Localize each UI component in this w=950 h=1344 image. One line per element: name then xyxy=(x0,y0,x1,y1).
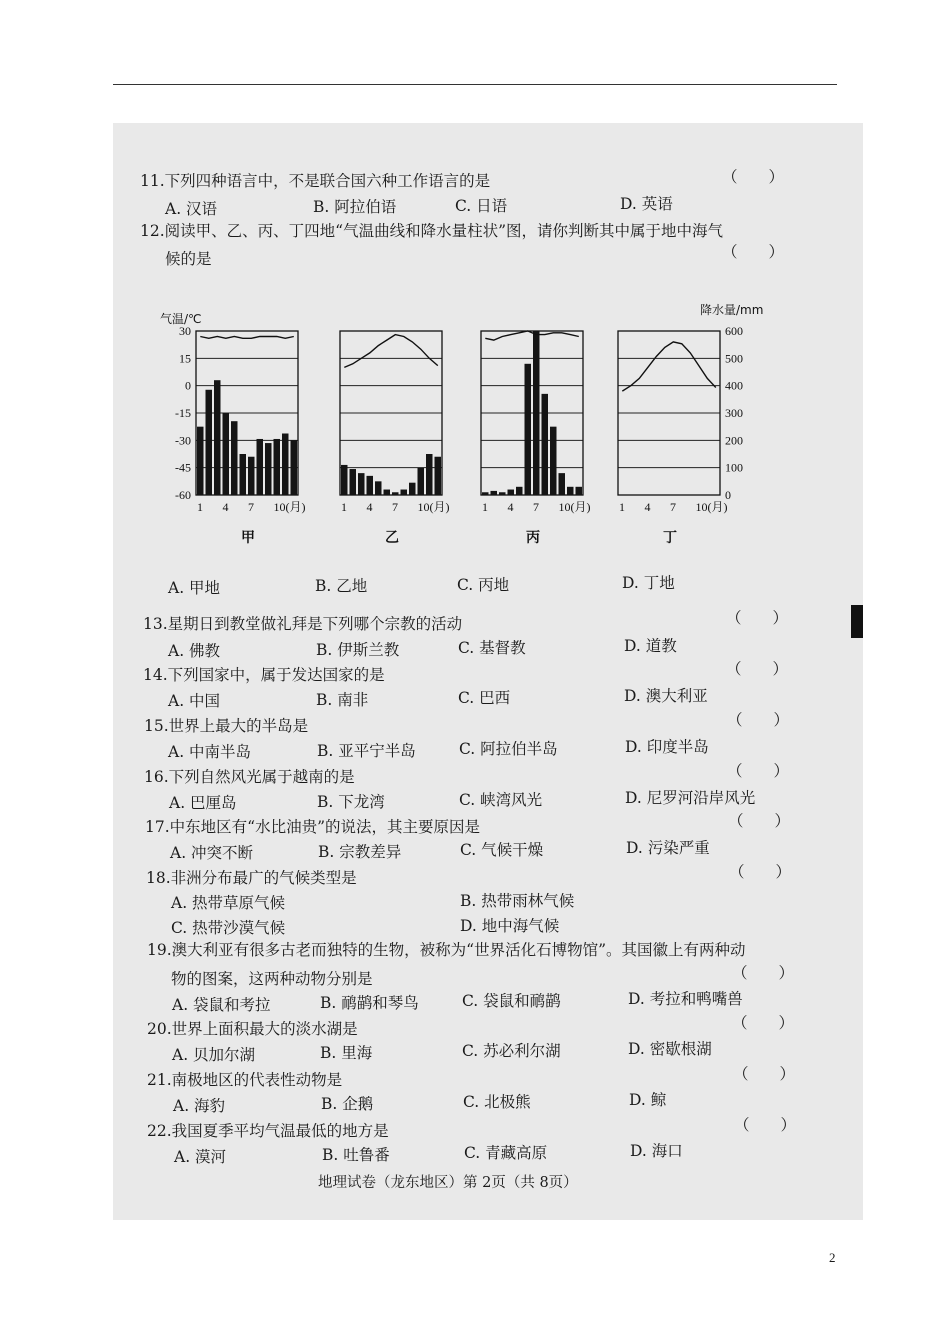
answer-paren[interactable]: （ ） xyxy=(728,812,791,830)
question-stem: 非洲分布最广的气候类型是 xyxy=(170,869,357,887)
month-tick-label: 1 xyxy=(482,500,488,514)
precip-bar xyxy=(392,492,399,495)
question-number: 22. xyxy=(147,1122,172,1140)
precip-bar xyxy=(341,465,348,495)
option-c[interactable]: C. 峡湾风光 xyxy=(459,791,543,809)
question-number: 13. xyxy=(143,615,168,633)
question-stem-continued: 候的是 xyxy=(165,250,212,268)
precip-bar xyxy=(223,413,230,495)
option-d[interactable]: D. 英语 xyxy=(620,195,673,213)
answer-paren[interactable]: （ ） xyxy=(722,168,785,186)
option-a[interactable]: A. 冲突不断 xyxy=(170,844,254,862)
temp-tick-label: 0 xyxy=(185,378,191,393)
question-stem: 中东地区有“水比油贵”的说法，其主要原因是 xyxy=(169,818,481,836)
option-c[interactable]: C. 青藏高原 xyxy=(464,1144,548,1162)
page-number: 2 xyxy=(829,1250,836,1265)
question-18 xyxy=(146,871,357,887)
month-tick-label: 10(月) xyxy=(273,500,306,514)
panel-label: 丙 xyxy=(526,530,540,546)
precip-bar xyxy=(418,468,425,495)
precip-bar xyxy=(231,421,238,495)
question-stem: 南极地区的代表性动物是 xyxy=(171,1071,343,1089)
temperature-line xyxy=(622,342,716,391)
option-b[interactable]: B. 鸸鹋和琴鸟 xyxy=(320,994,419,1012)
option-d[interactable]: D. 考拉和鸭嘴兽 xyxy=(628,990,743,1008)
precip-bar xyxy=(291,440,298,495)
month-tick-label: 1 xyxy=(341,500,347,514)
month-tick-label: 7 xyxy=(392,500,398,514)
question-number: 17. xyxy=(145,818,170,836)
question-number: 21. xyxy=(147,1071,172,1089)
precip-bar xyxy=(375,481,382,495)
question-number: 16. xyxy=(144,768,169,786)
option-a[interactable]: A. 热带草原气候 xyxy=(171,894,286,912)
precip-bar xyxy=(265,443,272,495)
precip-bar xyxy=(542,394,549,495)
page-footer: 地理试卷（龙东地区）第 2页（共 8页） xyxy=(318,1175,578,1191)
temperature-line xyxy=(200,337,293,339)
question-number: 20. xyxy=(147,1020,172,1038)
climate-charts xyxy=(0,0,950,560)
month-tick-label: 10(月) xyxy=(558,500,591,514)
charts-root xyxy=(160,302,763,546)
answer-paren[interactable]: （ ） xyxy=(727,711,790,729)
month-tick-label: 4 xyxy=(507,500,514,514)
panel-label: 甲 xyxy=(241,530,255,546)
temp-tick-label: -45 xyxy=(175,460,191,475)
question-stem: 下列国家中，属于发达国家的是 xyxy=(167,666,385,684)
month-tick-label: 7 xyxy=(533,500,539,514)
month-tick-label: 7 xyxy=(670,500,676,514)
question-stem: 星期日到教堂做礼拜是下列哪个宗教的活动 xyxy=(167,615,463,633)
temp-tick-label: -15 xyxy=(175,406,191,420)
question-number: 18. xyxy=(146,869,171,887)
precip-bar xyxy=(257,439,264,495)
answer-paren[interactable]: （ ） xyxy=(722,243,785,261)
month-tick-label: 4 xyxy=(366,500,373,514)
precip-bar xyxy=(516,487,523,495)
edge-mark xyxy=(851,605,863,638)
option-b[interactable]: B. 南非 xyxy=(316,691,369,709)
question-number: 11. xyxy=(140,172,165,190)
precip-bar xyxy=(409,483,416,495)
precip-bar xyxy=(533,331,540,495)
precip-bar xyxy=(206,390,213,495)
precip-bar xyxy=(248,457,255,495)
answer-paren[interactable]: （ ） xyxy=(732,964,795,982)
option-d[interactable]: D. 丁地 xyxy=(622,574,675,592)
question-stem: 阅读甲、乙、丙、丁四地“气温曲线和降水量柱状”图，请你判断其中属于地中海气 xyxy=(164,222,724,240)
precip-bar xyxy=(508,490,515,495)
question-stem: 我国夏季平均气温最低的地方是 xyxy=(171,1122,389,1140)
question-stem: 澳大利亚有很多古老而独特的生物，被称为“世界活化石博物馆”。其国徽上有两种动 xyxy=(171,941,746,959)
month-tick-label: 10(月) xyxy=(417,500,450,514)
option-c[interactable]: C. 苏必利尔湖 xyxy=(462,1042,561,1060)
question-14 xyxy=(143,668,385,684)
option-c[interactable]: C. 袋鼠和鸸鹋 xyxy=(462,992,561,1010)
panel-label: 丁 xyxy=(663,530,677,546)
option-b[interactable]: B. 企鹅 xyxy=(321,1095,374,1113)
option-c[interactable]: C. 日语 xyxy=(455,197,508,215)
option-a[interactable]: A. 甲地 xyxy=(168,579,221,597)
precip-bar xyxy=(350,469,357,495)
question-number: 14. xyxy=(143,666,168,684)
precip-bar xyxy=(525,364,532,495)
temp-tick-label: -60 xyxy=(175,488,191,502)
precip-bar xyxy=(358,473,365,495)
precip-bar xyxy=(240,454,247,495)
option-c[interactable]: C. 气候干燥 xyxy=(460,841,544,859)
precip-bar xyxy=(214,380,221,495)
answer-paren[interactable]: （ ） xyxy=(727,762,790,780)
option-a[interactable]: A. 海豹 xyxy=(173,1097,226,1115)
answer-paren[interactable]: （ ） xyxy=(734,1116,797,1134)
option-c[interactable]: C. 丙地 xyxy=(457,576,510,594)
option-b[interactable]: B. 热带雨林气候 xyxy=(460,892,575,910)
question-stem: 世界上面积最大的淡水湖是 xyxy=(171,1020,358,1038)
answer-paren[interactable]: （ ） xyxy=(726,660,789,678)
option-b[interactable]: B. 下龙湾 xyxy=(317,793,385,811)
option-b[interactable]: B. 吐鲁番 xyxy=(322,1146,390,1164)
question-stem: 世界上最大的半岛是 xyxy=(168,717,309,735)
temp-tick-label: 15 xyxy=(179,351,191,366)
option-d[interactable]: D. 尼罗河沿岸风光 xyxy=(625,789,756,807)
option-a[interactable]: A. 汉语 xyxy=(165,200,218,218)
option-c[interactable]: C. 北极熊 xyxy=(463,1093,531,1111)
option-d[interactable]: D. 地中海气候 xyxy=(460,917,560,935)
precip-axis-label: 降水量/mm xyxy=(700,303,764,317)
option-a[interactable]: A. 袋鼠和考拉 xyxy=(172,996,271,1014)
question-number: 12. xyxy=(140,222,165,240)
precip-bar xyxy=(576,487,583,495)
precip-bar xyxy=(550,427,557,495)
option-c[interactable]: C. 巴西 xyxy=(458,689,511,707)
precip-bar xyxy=(367,476,374,495)
precip-tick-label: 600 xyxy=(725,324,743,338)
precip-bar xyxy=(559,473,566,495)
question-stem: 下列自然风光属于越南的是 xyxy=(168,768,355,786)
option-d[interactable]: D. 污染严重 xyxy=(626,839,710,857)
question-15 xyxy=(144,719,308,735)
answer-paren[interactable]: （ ） xyxy=(732,1014,795,1032)
question-13 xyxy=(143,617,462,633)
option-a[interactable]: A. 巴厘岛 xyxy=(169,794,237,812)
question-19 xyxy=(147,943,746,959)
precip-bar xyxy=(491,491,498,495)
question-number: 15. xyxy=(144,717,169,735)
precip-tick-label: 0 xyxy=(725,488,731,502)
month-tick-label: 4 xyxy=(222,500,229,514)
option-a[interactable]: A. 贝加尔湖 xyxy=(172,1046,256,1064)
precip-bar xyxy=(435,457,442,495)
option-d[interactable]: D. 澳大利亚 xyxy=(624,687,708,705)
question-stem-continued: 物的图案，这两种动物分别是 xyxy=(171,970,373,988)
precip-bar xyxy=(282,434,289,496)
option-a[interactable]: A. 中国 xyxy=(168,692,221,710)
question-21 xyxy=(147,1073,342,1089)
option-b[interactable]: B. 宗教差异 xyxy=(318,843,402,861)
option-b[interactable]: B. 伊斯兰教 xyxy=(316,641,400,659)
option-b[interactable]: B. 里海 xyxy=(320,1044,373,1062)
temperature-line xyxy=(344,335,438,368)
option-d[interactable]: D. 密歇根湖 xyxy=(628,1040,712,1058)
answer-paren[interactable]: （ ） xyxy=(733,1065,796,1083)
temp-tick-label: -30 xyxy=(175,433,191,448)
temp-axis-label: 气温/℃ xyxy=(160,312,202,326)
precip-bar xyxy=(197,427,204,495)
question-22 xyxy=(147,1124,389,1140)
precip-bar xyxy=(482,492,489,495)
precip-tick-label: 400 xyxy=(725,378,743,393)
option-d[interactable]: D. 海口 xyxy=(630,1142,683,1160)
option-c[interactable]: C. 阿拉伯半岛 xyxy=(459,740,558,758)
option-b[interactable]: B. 阿拉伯语 xyxy=(313,198,397,216)
question-16 xyxy=(144,770,355,786)
precip-bar xyxy=(401,490,408,495)
option-c[interactable]: C. 热带沙漠气候 xyxy=(171,919,286,937)
option-d[interactable]: D. 道教 xyxy=(624,637,677,655)
precip-bar xyxy=(426,454,433,495)
option-a[interactable]: A. 漠河 xyxy=(174,1148,227,1166)
answer-paren[interactable]: （ ） xyxy=(729,863,792,881)
month-tick-label: 1 xyxy=(619,500,625,514)
month-tick-label: 1 xyxy=(197,500,203,514)
temp-tick-label: 30 xyxy=(179,324,191,338)
option-c[interactable]: C. 基督教 xyxy=(458,639,526,657)
precip-tick-label: 200 xyxy=(725,433,743,448)
question-20 xyxy=(147,1022,358,1038)
question-17 xyxy=(145,820,480,836)
question-number: 19. xyxy=(147,941,172,959)
option-b[interactable]: B. 乙地 xyxy=(315,577,368,595)
answer-paren[interactable]: （ ） xyxy=(726,609,789,627)
precip-tick-label: 100 xyxy=(725,460,743,475)
precip-bar xyxy=(274,439,281,495)
option-a[interactable]: A. 佛教 xyxy=(168,642,221,660)
precip-tick-label: 500 xyxy=(725,351,743,366)
option-b[interactable]: B. 亚平宁半岛 xyxy=(317,742,416,760)
option-d[interactable]: D. 鲸 xyxy=(629,1091,667,1109)
month-tick-label: 7 xyxy=(248,500,254,514)
month-tick-label: 4 xyxy=(644,500,651,514)
question-stem: 下列四种语言中，不是联合国六种工作语言的是 xyxy=(164,172,491,190)
precip-bar xyxy=(499,492,506,495)
panel-label: 乙 xyxy=(385,530,399,546)
temperature-line xyxy=(485,331,579,340)
precip-tick-label: 300 xyxy=(725,406,743,420)
precip-bar xyxy=(384,490,391,495)
option-a[interactable]: A. 中南半岛 xyxy=(168,743,252,761)
precip-bar xyxy=(567,487,574,495)
option-d[interactable]: D. 印度半岛 xyxy=(625,738,709,756)
month-tick-label: 10(月) xyxy=(695,500,728,514)
